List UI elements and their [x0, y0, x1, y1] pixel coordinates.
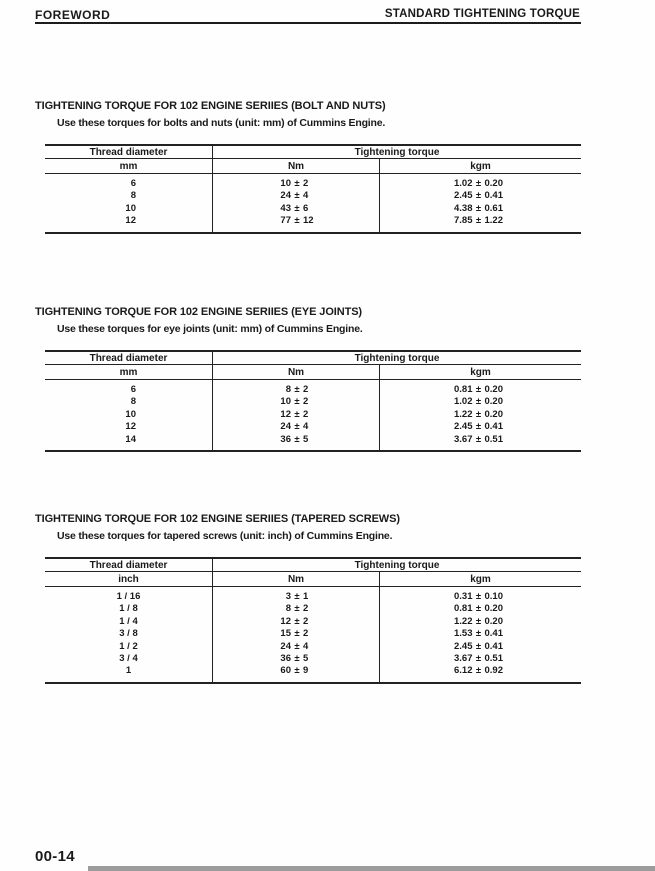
torque-value: 4.38	[454, 202, 473, 214]
cell-kgm	[380, 434, 581, 446]
cell-nm	[213, 190, 379, 202]
cell-thread-diameter	[45, 409, 212, 421]
diameter-value: 10	[125, 202, 136, 214]
table-body	[45, 587, 581, 682]
torque-value: 12	[280, 615, 291, 627]
plus-minus-sign: ±	[475, 396, 482, 408]
cell-kgm	[380, 591, 581, 603]
col-header-unit: mm	[45, 159, 213, 173]
plus-minus-sign: ±	[294, 628, 300, 640]
cell-kgm	[380, 409, 581, 421]
torque-value: 24	[280, 190, 291, 202]
torque-value: 1.22	[454, 408, 473, 420]
cell-kgm	[380, 396, 581, 408]
plus-minus-sign: ±	[475, 652, 482, 664]
torque-value: 3.67	[454, 652, 473, 664]
torque-tolerance: 0.20	[484, 178, 503, 189]
column-thread-diameter	[45, 174, 213, 232]
torque-value: 12	[280, 408, 291, 420]
cell-kgm	[380, 215, 581, 227]
diameter-value: 1 / 16	[116, 591, 141, 602]
col-header-thread-diameter: Thread diameter	[45, 352, 213, 364]
torque-value: 43	[280, 202, 291, 214]
section-eye-joints	[0, 306, 655, 452]
torque-value: 15	[280, 628, 291, 640]
plus-minus-sign: ±	[475, 665, 482, 677]
cell-thread-diameter	[45, 215, 212, 227]
col-header-kgm: kgm	[470, 366, 491, 378]
cell-thread-diameter	[45, 665, 212, 677]
torque-value: 1.02	[454, 396, 473, 408]
plus-minus-sign: ±	[294, 652, 300, 664]
torque-tolerance: 0.20	[484, 396, 503, 408]
torque-table-eye-joints	[45, 350, 581, 452]
torque-value: 1.22	[454, 615, 473, 627]
column-kgm	[380, 380, 581, 450]
cell-thread-diameter	[45, 641, 212, 653]
diameter-value: 3 / 8	[119, 628, 138, 640]
plus-minus-sign: ±	[294, 408, 300, 420]
page-number: 00-14	[35, 848, 75, 865]
cell-thread-diameter	[45, 616, 212, 628]
diameter-value: 1 / 2	[119, 640, 138, 652]
cell-nm	[213, 641, 379, 653]
torque-tolerance: 12	[303, 215, 314, 227]
cell-thread-diameter	[45, 396, 212, 408]
table-header-row	[45, 146, 581, 159]
torque-tolerance: 0.41	[484, 640, 503, 652]
table-body	[45, 174, 581, 232]
plus-minus-sign: ±	[475, 433, 482, 445]
cell-kgm	[380, 421, 581, 433]
table-body	[45, 380, 581, 450]
torque-tolerance: 0.20	[484, 384, 503, 395]
plus-minus-sign: ±	[294, 215, 300, 227]
torque-value: 3.67	[454, 433, 473, 445]
cell-nm	[213, 665, 379, 677]
torque-value: 8	[285, 603, 291, 615]
header-topic-label: STANDARD TIGHTENING TORQUE	[384, 8, 580, 20]
torque-value: 8	[285, 384, 291, 395]
plus-minus-sign: ±	[475, 615, 482, 627]
torque-tolerance: 5	[303, 433, 309, 445]
table-unit-row	[45, 572, 581, 587]
header-chapter-label: FOREWORD	[35, 8, 111, 22]
table-unit-row	[45, 159, 581, 174]
diameter-value: 1	[125, 665, 132, 677]
cell-thread-diameter	[45, 653, 212, 665]
torque-tolerance: 0.51	[484, 652, 503, 664]
torque-value: 36	[280, 652, 291, 664]
torque-value: 24	[280, 640, 291, 652]
diameter-value: 1 / 8	[119, 603, 138, 615]
cell-nm	[213, 396, 379, 408]
cell-nm	[213, 178, 379, 190]
torque-value: 2.45	[454, 640, 473, 652]
torque-value: 2.45	[454, 421, 473, 433]
table-header-row	[45, 352, 581, 365]
torque-value: 0.81	[454, 384, 473, 395]
column-nm	[213, 174, 380, 232]
torque-tolerance: 2	[303, 603, 309, 615]
table-header-row	[45, 559, 581, 572]
torque-tolerance: 5	[303, 652, 309, 664]
torque-value: 1.02	[454, 178, 473, 189]
plus-minus-sign: ±	[475, 408, 482, 420]
torque-value: 24	[280, 421, 291, 433]
plus-minus-sign: ±	[475, 384, 482, 395]
plus-minus-sign: ±	[294, 433, 300, 445]
torque-tolerance: 2	[303, 615, 309, 627]
cell-nm	[213, 591, 379, 603]
section-subtitle: Use these torques for tapered screws (unit: inch) of Cummins Engine.	[57, 530, 393, 542]
torque-value: 60	[280, 665, 291, 677]
torque-tolerance: 0.51	[484, 433, 503, 445]
torque-value: 10	[280, 396, 291, 408]
cell-nm	[213, 409, 379, 421]
torque-value: 7.85	[454, 215, 473, 227]
torque-tolerance: 0.92	[484, 665, 503, 677]
torque-tolerance: 9	[303, 665, 309, 677]
torque-tolerance: 0.20	[484, 603, 503, 615]
torque-tolerance: 0.20	[484, 408, 503, 420]
torque-value: 1.53	[454, 628, 473, 640]
column-kgm	[380, 587, 581, 682]
col-header-nm: Nm	[213, 159, 380, 173]
torque-tolerance: 4	[303, 421, 309, 433]
cell-nm	[213, 616, 379, 628]
column-kgm	[380, 174, 581, 232]
plus-minus-sign: ±	[475, 640, 482, 652]
plus-minus-sign: ±	[294, 396, 300, 408]
cell-kgm	[380, 616, 581, 628]
diameter-value: 6	[130, 384, 136, 395]
cell-kgm	[380, 653, 581, 665]
torque-value: 2.45	[454, 190, 473, 202]
diameter-value: 8	[130, 190, 136, 202]
torque-value: 0.81	[454, 603, 473, 615]
torque-value: 0.31	[454, 591, 473, 602]
cell-kgm	[380, 178, 581, 190]
plus-minus-sign: ±	[294, 603, 300, 615]
cell-kgm	[380, 190, 581, 202]
column-nm	[213, 380, 380, 450]
plus-minus-sign: ±	[475, 202, 482, 214]
col-header-unit: mm	[45, 365, 213, 379]
cell-thread-diameter	[45, 190, 212, 202]
torque-table-tapered-screws	[45, 557, 581, 684]
cell-thread-diameter	[45, 384, 212, 396]
torque-tolerance: 4	[303, 640, 309, 652]
cell-thread-diameter	[45, 628, 212, 640]
torque-tolerance: 0.20	[484, 615, 503, 627]
torque-value: 36	[280, 433, 291, 445]
col-header-thread-diameter: Thread diameter	[45, 559, 213, 571]
table-unit-row	[45, 365, 581, 380]
plus-minus-sign: ±	[294, 178, 300, 189]
column-thread-diameter	[45, 587, 213, 682]
torque-tolerance: 2	[303, 178, 309, 189]
cell-nm	[213, 421, 379, 433]
cell-nm	[213, 384, 379, 396]
section-title: TIGHTENING TORQUE FOR 102 ENGINE SERIIES (EYE JOINTS)	[35, 306, 362, 318]
column-thread-diameter	[45, 380, 213, 450]
cell-kgm	[380, 603, 581, 615]
plus-minus-sign: ±	[294, 665, 300, 677]
plus-minus-sign: ±	[475, 628, 482, 640]
diameter-value: 12	[125, 421, 136, 433]
column-nm	[213, 587, 380, 682]
torque-tolerance: 2	[303, 396, 309, 408]
plus-minus-sign: ±	[294, 202, 300, 214]
plus-minus-sign: ±	[294, 615, 300, 627]
section-subtitle: Use these torques for eye joints (unit: mm) of Cummins Engine.	[57, 323, 363, 335]
plus-minus-sign: ±	[475, 215, 482, 227]
col-header-tightening-torque: Tightening torque	[354, 352, 440, 364]
cell-nm	[213, 203, 379, 215]
plus-minus-sign: ±	[294, 384, 300, 395]
torque-tolerance: 2	[303, 408, 309, 420]
torque-value: 10	[280, 178, 291, 189]
diameter-value: 6	[130, 178, 136, 189]
plus-minus-sign: ±	[475, 603, 482, 615]
plus-minus-sign: ±	[294, 591, 300, 602]
cell-nm	[213, 653, 379, 665]
cell-thread-diameter	[45, 603, 212, 615]
cell-nm	[213, 603, 379, 615]
cell-kgm	[380, 641, 581, 653]
cell-thread-diameter	[45, 203, 212, 215]
section-title: TIGHTENING TORQUE FOR 102 ENGINE SERIIES (BOLT AND NUTS)	[35, 100, 386, 112]
diameter-value: 14	[125, 433, 136, 445]
col-header-thread-diameter: Thread diameter	[45, 146, 213, 158]
section-title: TIGHTENING TORQUE FOR 102 ENGINE SERIIES (TAPERED SCREWS)	[35, 513, 400, 525]
diameter-value: 8	[130, 396, 136, 408]
torque-tolerance: 0.41	[484, 421, 503, 433]
cell-thread-diameter	[45, 421, 212, 433]
plus-minus-sign: ±	[475, 178, 482, 189]
col-header-kgm: kgm	[470, 160, 491, 172]
torque-value: 6.12	[454, 665, 473, 677]
cell-kgm	[380, 384, 581, 396]
col-header-unit: inch	[45, 572, 213, 586]
torque-tolerance: 2	[303, 628, 309, 640]
section-subtitle: Use these torques for bolts and nuts (unit: mm) of Cummins Engine.	[57, 117, 386, 129]
torque-value: 77	[280, 215, 291, 227]
plus-minus-sign: ±	[475, 190, 482, 202]
torque-tolerance: 4	[303, 190, 309, 202]
cell-thread-diameter	[45, 434, 212, 446]
section-tapered-screws	[0, 513, 655, 684]
cell-nm	[213, 434, 379, 446]
cell-kgm	[380, 665, 581, 677]
diameter-value: 10	[125, 408, 136, 420]
cell-thread-diameter	[45, 591, 212, 603]
plus-minus-sign: ±	[475, 421, 482, 433]
header-divider	[35, 22, 581, 24]
col-header-nm: Nm	[213, 365, 380, 379]
diameter-value: 3 / 4	[119, 652, 138, 664]
plus-minus-sign: ±	[294, 640, 300, 652]
torque-tolerance: 1	[303, 591, 309, 602]
torque-tolerance: 0.41	[484, 190, 503, 202]
torque-tolerance: 1.22	[484, 215, 503, 227]
col-header-kgm: kgm	[470, 573, 491, 585]
cell-nm	[213, 215, 379, 227]
plus-minus-sign: ±	[294, 421, 300, 433]
section-bolt-and-nuts	[0, 100, 655, 234]
torque-tolerance: 2	[303, 384, 309, 395]
torque-value: 3	[285, 591, 291, 602]
torque-table-bolt-and-nuts	[45, 144, 581, 234]
torque-tolerance: 0.10	[484, 591, 503, 602]
cell-nm	[213, 628, 379, 640]
plus-minus-sign: ±	[294, 190, 300, 202]
diameter-value: 12	[125, 215, 136, 227]
page-bottom-edge-bar	[88, 866, 655, 871]
torque-tolerance: 6	[303, 202, 309, 214]
plus-minus-sign: ±	[475, 591, 482, 602]
torque-tolerance: 0.61	[484, 202, 503, 214]
cell-thread-diameter	[45, 178, 212, 190]
cell-kgm	[380, 203, 581, 215]
cell-kgm	[380, 628, 581, 640]
col-header-tightening-torque: Tightening torque	[354, 146, 440, 158]
col-header-nm: Nm	[213, 572, 380, 586]
torque-tolerance: 0.41	[484, 628, 503, 640]
col-header-tightening-torque: Tightening torque	[354, 559, 440, 571]
diameter-value: 1 / 4	[119, 615, 138, 627]
